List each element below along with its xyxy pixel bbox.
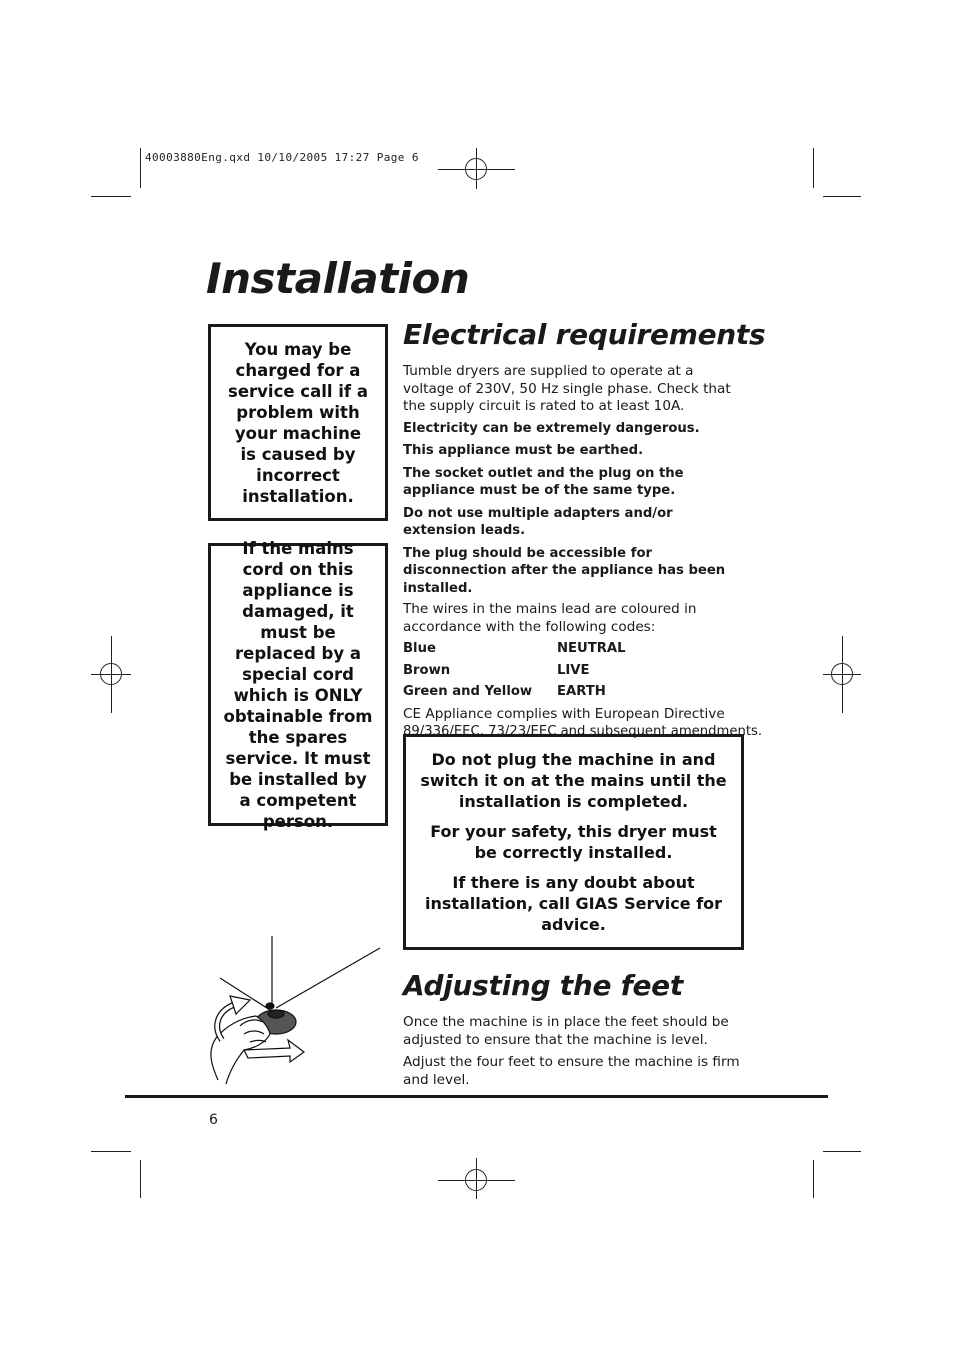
crop-mark bbox=[91, 196, 131, 197]
warning-line: Do not use multiple adapters and/or extension leads. bbox=[403, 505, 673, 538]
registration-mark bbox=[465, 1169, 487, 1191]
warning-line: This appliance must be earthed. bbox=[403, 443, 644, 458]
warning-line: The socket outlet and the plug on the appliance must be of the same type. bbox=[403, 465, 684, 498]
mains-cord-warning-text: If the mains cord on this appliance is damaged, it must be replaced by a special cord which is ONLY obtainable from the spares service. It must be installed by a competent person. bbox=[223, 538, 373, 831]
wire-code: NEUTRAL bbox=[557, 641, 626, 656]
registration-mark bbox=[465, 158, 487, 180]
crop-mark bbox=[140, 148, 141, 188]
wire-code-row bbox=[403, 640, 748, 658]
feet-paragraph: Once the machine is in place the feet should be adjusted to ensure that the machine is level. bbox=[403, 1014, 729, 1048]
wire-code-row bbox=[403, 662, 748, 680]
warning-line: The plug should be accessible for disconnection after the appliance has been installed. bbox=[403, 545, 726, 596]
notice-line: For your safety, this dryer must be correctly installed. bbox=[430, 822, 717, 862]
registration-mark bbox=[100, 663, 122, 685]
ce-statement-line: CE Appliance complies with European Directive bbox=[403, 705, 725, 722]
electrical-body bbox=[403, 363, 763, 741]
notice-line: If there is any doubt about installation, call GIAS Service for advice. bbox=[424, 873, 723, 934]
installation-notice-box bbox=[403, 734, 744, 950]
wire-code-row bbox=[403, 683, 748, 701]
adjusting-feet-heading: Adjusting the feet bbox=[403, 969, 683, 1002]
electrical-intro: Tumble dryers are supplied to operate at a voltage of 230V, 50 Hz single phase. Check that the supply circuit is rated to at least 10A. bbox=[403, 363, 731, 414]
service-call-warning-text: You may be charged for a service call if a problem with your machine is caused by incorrect installation. bbox=[228, 339, 368, 506]
page-number: 6 bbox=[209, 1112, 218, 1128]
wire-code: EARTH bbox=[557, 684, 606, 699]
wire-code: LIVE bbox=[557, 662, 590, 678]
crop-mark bbox=[813, 1160, 814, 1198]
wires-intro: The wires in the mains lead are coloured in accordance with the following codes: bbox=[403, 601, 697, 635]
wire-colour: Blue bbox=[403, 641, 436, 656]
ce-statement-line: 89/336/EEC, 73/23/EEC and subsequent amendments. bbox=[403, 724, 763, 739]
crop-mark bbox=[813, 148, 814, 188]
registration-mark bbox=[831, 663, 853, 685]
service-call-warning-box bbox=[208, 324, 388, 521]
warning-line: Electricity can be extremely dangerous. bbox=[403, 420, 700, 436]
page-title: Installation bbox=[206, 254, 470, 303]
electrical-requirements-heading: Electrical requirements bbox=[403, 318, 766, 351]
crop-mark bbox=[140, 1160, 141, 1198]
notice-line: Do not plug the machine in and switch it on at the mains until the installation is completed. bbox=[420, 750, 727, 811]
wire-code-table bbox=[403, 640, 748, 701]
crop-mark bbox=[91, 1151, 131, 1152]
crop-mark bbox=[823, 196, 861, 197]
mains-cord-warning-box bbox=[208, 538, 388, 831]
wire-colour: Green and Yellow bbox=[403, 684, 533, 699]
adjusting-feet-body bbox=[403, 1014, 748, 1089]
footer-rule bbox=[125, 1095, 828, 1098]
feet-paragraph: Adjust the four feet to ensure the machine is firm and level. bbox=[403, 1054, 740, 1088]
print-slug: 40003880Eng.qxd 10/10/2005 17:27 Page 6 bbox=[145, 151, 419, 164]
crop-mark bbox=[823, 1151, 861, 1152]
hand-adjusting-foot-illustration bbox=[200, 930, 390, 1090]
wire-colour: Brown bbox=[403, 662, 451, 678]
